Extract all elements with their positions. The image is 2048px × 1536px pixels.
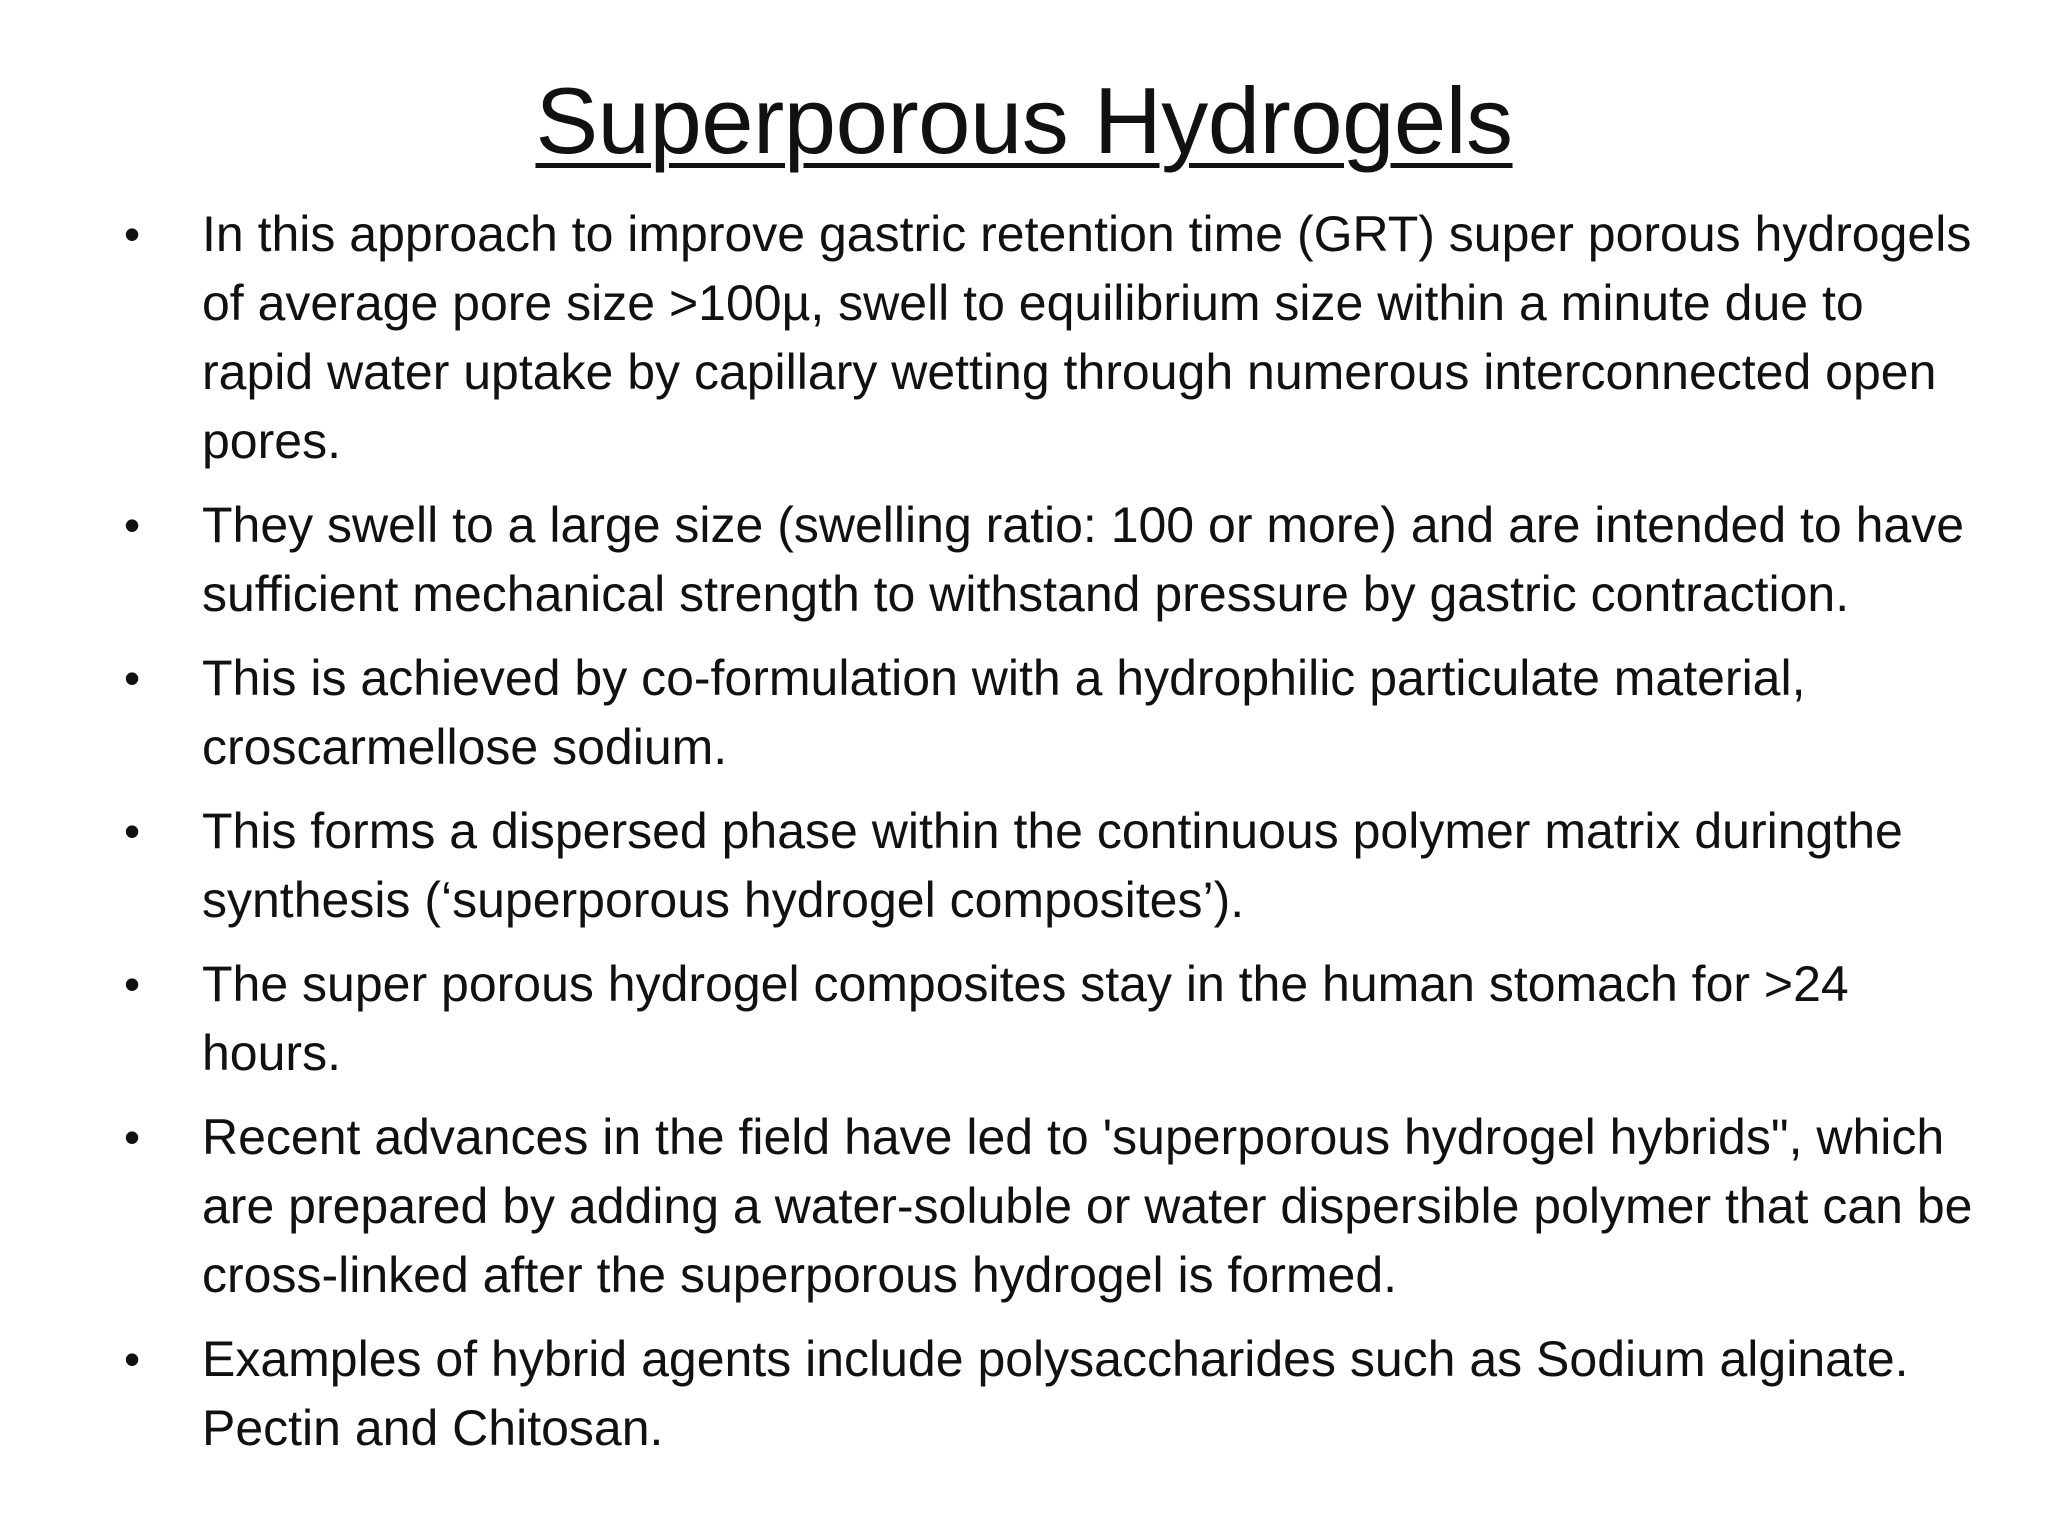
bullet-item: [118, 1103, 1980, 1310]
bullet-item: [118, 797, 1980, 935]
bullet-text: They swell to a large size (swelling ratio: 100 or more) and are intended to have sufficient mechanical strength to withstand pressure by gastric contraction.: [202, 497, 1965, 622]
bullet-text: This forms a dispersed phase within the continuous polymer matrix duringthe synthesis (‘superporous hydrogel composites’).: [202, 803, 1903, 928]
bullet-text: This is achieved by co-formulation with a hydrophilic particulate material, croscarmellose sodium.: [202, 650, 1806, 775]
bullet-point-icon: •: [124, 652, 141, 704]
bullet-item: [118, 644, 1980, 782]
slide-title: [0, 68, 2048, 173]
bullet-item: [118, 491, 1980, 629]
bullet-text: Recent advances in the field have led to 'superporous hydrogel hybrids", which are prepared by adding a water-soluble or water dispersible polymer that can be cross-linked after the superporous hydrogel is formed.: [202, 1109, 1973, 1303]
bullet-text: In this approach to improve gastric retention time (GRT) super porous hydrogels of average pore size >100µ, swell to equilibrium size within a minute due to rapid water uptake by capillary wetting through numerous interconnected open pores.: [202, 206, 1972, 469]
bullet-list: [118, 200, 1980, 1478]
bullet-point-icon: •: [124, 958, 141, 1010]
slide-title-text: Superporous Hydrogels: [535, 68, 1513, 173]
bullet-point-icon: •: [124, 1111, 141, 1163]
bullet-text: Examples of hybrid agents include polysaccharides such as Sodium alginate. Pectin and Chitosan.: [202, 1331, 1909, 1456]
bullet-point-icon: •: [124, 499, 141, 551]
bullet-item: [118, 1325, 1980, 1463]
bullet-item: [118, 950, 1980, 1088]
bullet-point-icon: •: [124, 208, 141, 260]
bullet-text: The super porous hydrogel composites stay in the human stomach for >24 hours.: [202, 956, 1849, 1081]
bullet-item: [118, 200, 1980, 476]
bullet-point-icon: •: [124, 1333, 141, 1385]
bullet-point-icon: •: [124, 805, 141, 857]
